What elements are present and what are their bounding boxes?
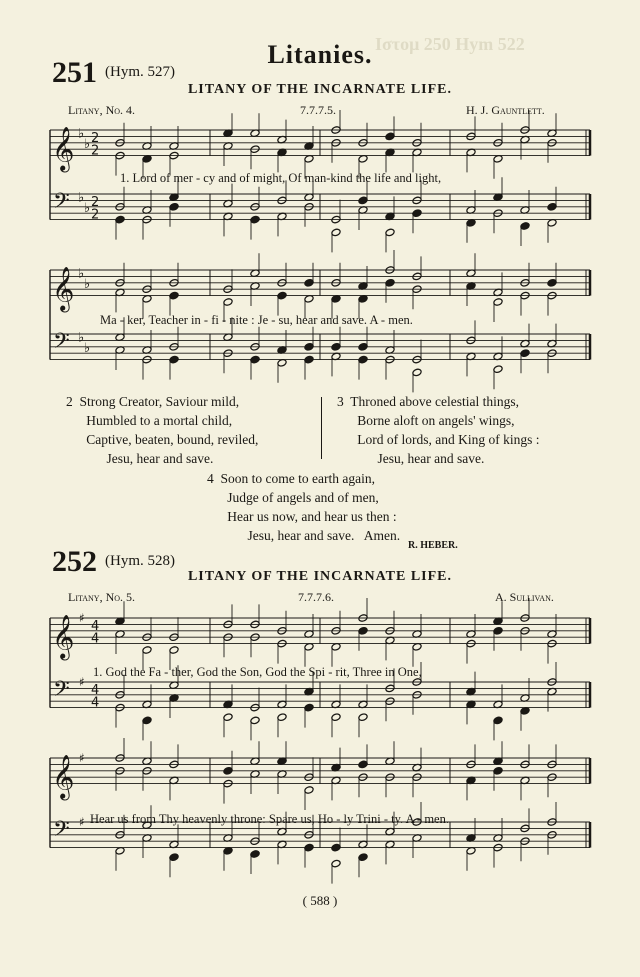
notehead [277, 713, 287, 722]
notehead [331, 713, 341, 722]
meter: 7.7.7.6. [298, 590, 334, 604]
time-signature-icon: 2 [91, 143, 100, 159]
flat-icon: ♭ [78, 126, 85, 142]
time-signature-icon: 2 [91, 207, 100, 223]
verse-divider [321, 397, 322, 459]
meter: 7.7.7.5. [300, 103, 336, 117]
notehead [412, 209, 422, 218]
time-signature-icon: 2 [91, 194, 100, 210]
tune-name: Litany, No. 5. [68, 590, 136, 604]
notehead [493, 627, 503, 636]
section-title: Litanies. [267, 40, 373, 69]
treble-clef-icon: 𝄞 [52, 754, 75, 799]
notehead [304, 843, 314, 852]
hymn-number: 252 [52, 545, 97, 578]
bass-clef-icon: 𝄢 [53, 677, 70, 708]
sharp-icon: ♯ [79, 674, 85, 689]
notehead [331, 343, 341, 352]
verse: 4 Soon to come to earth again, Judge of angels and of men, Hear us now, and hear us then : Jesu, hear and save. Amen. [207, 471, 401, 543]
notehead [223, 713, 233, 722]
notehead [250, 355, 260, 364]
notehead [250, 215, 260, 224]
notehead [493, 298, 503, 307]
flat-icon: ♭ [78, 330, 85, 346]
notehead [412, 368, 422, 377]
time-signature-icon: 4 [91, 695, 100, 711]
time-signature-icon: 2 [91, 130, 100, 146]
flat-icon: ♭ [78, 190, 85, 206]
hymn-number: 251 [52, 56, 97, 89]
notehead [304, 355, 314, 364]
notehead [358, 760, 368, 769]
notehead [250, 850, 260, 859]
notehead [169, 646, 179, 655]
composer: A. Sullivan. [495, 590, 554, 604]
flat-icon: ♭ [84, 200, 91, 216]
notehead [304, 786, 314, 795]
notehead [358, 713, 368, 722]
notehead [331, 228, 341, 237]
notehead [385, 279, 395, 288]
bass-clef-icon: 𝄢 [53, 189, 70, 220]
notehead [169, 355, 179, 364]
notehead [358, 853, 368, 862]
flat-icon: ♭ [84, 276, 91, 292]
bass-clef-icon: 𝄢 [53, 817, 70, 848]
notehead [223, 298, 233, 307]
notehead [169, 203, 179, 212]
flat-icon: ♭ [84, 340, 91, 356]
notehead [547, 203, 557, 212]
notehead [250, 716, 260, 725]
page-number: ( 588 ) [302, 893, 338, 908]
notehead [358, 627, 368, 636]
notehead [304, 279, 314, 288]
lyrics-line: Ma - ker, Teacher in - fi - nite : Je - su, hear and save. A - men. [100, 313, 413, 327]
composer: H. J. Gauntlett. [466, 103, 545, 117]
notehead [331, 843, 341, 852]
notehead [385, 228, 395, 237]
sharp-icon: ♯ [79, 610, 85, 625]
treble-clef-icon: 𝄞 [52, 614, 75, 659]
tune-name: Litany, No. 4. [68, 103, 136, 117]
notehead [358, 196, 368, 205]
notehead [304, 343, 314, 352]
notehead [142, 646, 152, 655]
hymnal-reference: (Hym. 528) [105, 553, 175, 569]
notehead [331, 859, 341, 868]
lyrics-line: 1. Lord of mer - cy and of might, Of man-kind the life and light, [120, 171, 442, 185]
verse: 3 Throned above celestial things, Borne aloft on angels' wings, Lord of lords, and King of kings : Jesu, hear and save. [337, 394, 540, 466]
notehead [115, 215, 125, 224]
bass-clef-icon: 𝄢 [53, 329, 70, 360]
time-signature-icon: 4 [91, 631, 100, 647]
flat-icon: ♭ [84, 136, 91, 152]
treble-clef-icon: 𝄞 [52, 266, 75, 311]
time-signature-icon: 4 [91, 682, 100, 698]
notehead [223, 767, 233, 776]
notehead [493, 716, 503, 725]
notehead [520, 222, 530, 231]
notehead [169, 853, 179, 862]
flat-icon: ♭ [78, 266, 85, 282]
hymn-title: LITANY OF THE INCARNATE LIFE. [187, 569, 453, 584]
notehead [304, 703, 314, 712]
hymn-title: LITANY OF THE INCARNATE LIFE. [187, 82, 453, 97]
notehead [358, 355, 368, 364]
sharp-icon: ♯ [79, 750, 85, 765]
bleed-through-text: Ιστομ 250 Hym 522 [375, 34, 525, 54]
hymnal-reference: (Hym. 527) [105, 64, 175, 80]
lyrics-line: 1. God the Fa - ther, God the Son, God the Spi - rit, Three in One, [93, 665, 422, 679]
notehead [547, 279, 557, 288]
notehead [169, 291, 179, 300]
notehead [493, 365, 503, 374]
verse: 2 Strong Creator, Saviour mild, Humbled to a mortal child, Captive, beaten, bound, reviled, Jesu, hear and save. [66, 394, 259, 466]
notehead [493, 767, 503, 776]
treble-clef-icon: 𝄞 [52, 126, 75, 171]
notehead [277, 291, 287, 300]
notehead [142, 716, 152, 725]
notehead [520, 349, 530, 358]
text-attribution: R. HEBER. [408, 540, 458, 551]
sharp-icon: ♯ [79, 814, 85, 829]
notehead [385, 132, 395, 141]
notehead [358, 343, 368, 352]
lyrics-line: Hear us from Thy heavenly throne: Spare us, Ho - ly Trini - ty. A - men. [90, 812, 449, 826]
time-signature-icon: 4 [91, 618, 100, 634]
